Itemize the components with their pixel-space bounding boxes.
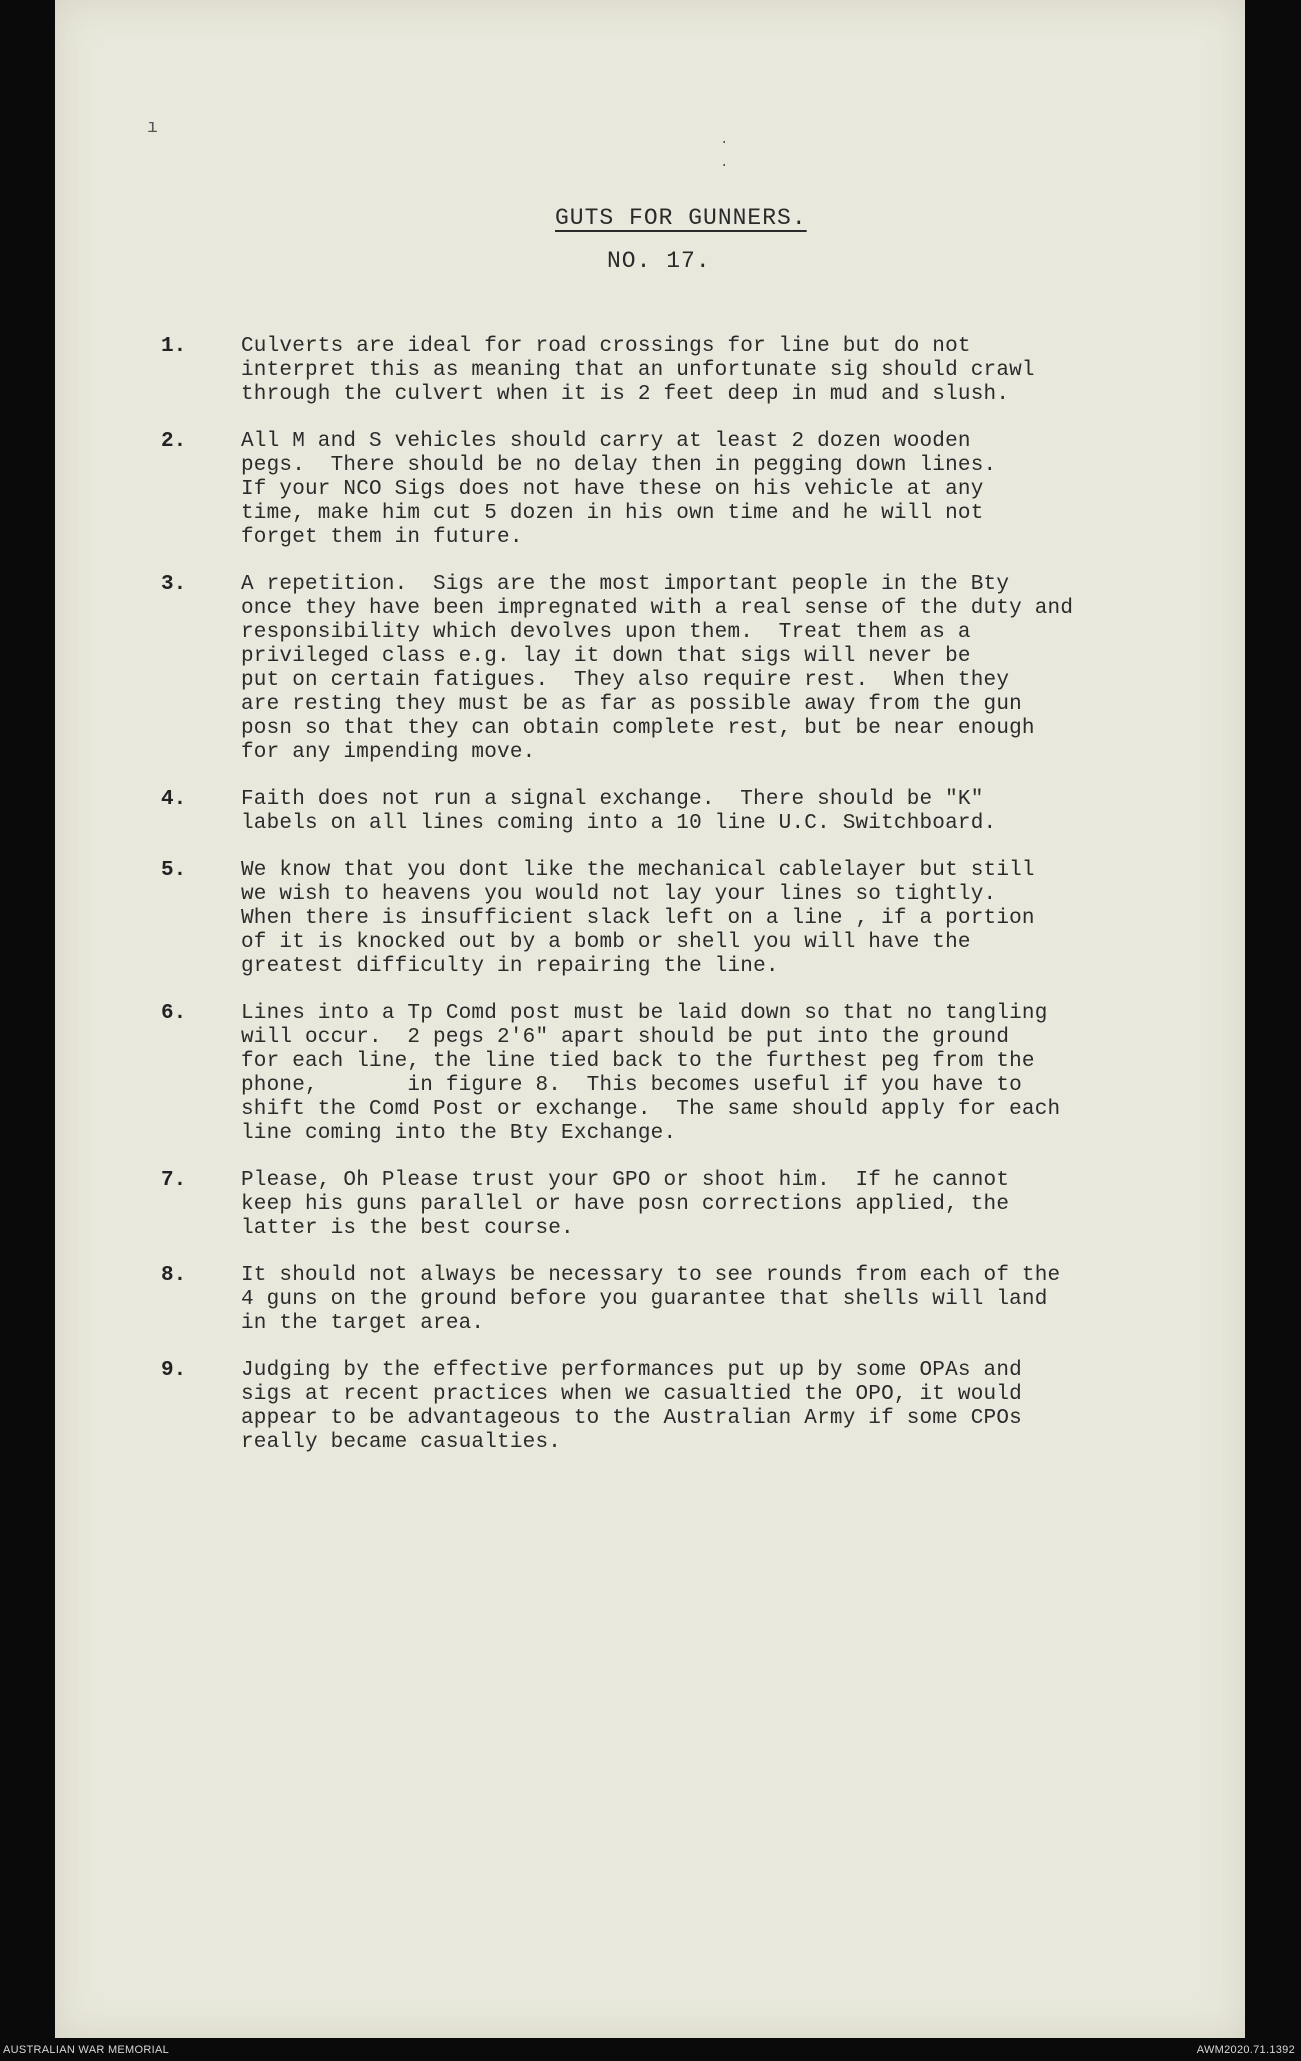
item-number: 8.: [161, 1264, 187, 1287]
dot-mark: ·: [720, 135, 729, 151]
list-item: [161, 1169, 1241, 1241]
item-number: 3.: [161, 573, 187, 596]
document-number: NO. 17.: [607, 248, 711, 274]
item-number: 2.: [161, 430, 187, 453]
item-number: 6.: [161, 1002, 187, 1025]
item-text: A repetition. Sigs are the most important people in the Bty once they have been impregnated with a real sense of the duty and responsibility which devolves upon them. Treat them as a privileged class e.g. lay it down that sigs will never be put on certain fatigues. They also require rest. When they are resting they must be as far as possible away from the gun posn so that they can obtain complete rest, but be near enough for any impending move.: [241, 573, 1074, 764]
item-text: Faith does not run a signal exchange. There should be "K" labels on all lines coming into a 10 line U.C. Switchboard.: [241, 788, 997, 835]
item-text: We know that you dont like the mechanical cablelayer but still we wish to heavens you would not lay your lines so tightly. When there is insufficient slack left on a line , if a portion of it is knocked out by a bomb or shell you will have the greatest difficulty in repairing the line.: [241, 859, 1035, 978]
footer-credit: AUSTRALIAN WAR MEMORIAL: [3, 2044, 170, 2056]
footer-accession-number: AWM2020.71.1392: [1196, 2044, 1295, 2056]
item-number: 7.: [161, 1169, 187, 1192]
list-item: [161, 335, 1241, 407]
item-text: Please, Oh Please trust your GPO or shoot him. If he cannot keep his guns parallel or have posn corrections applied, the latter is the best course.: [241, 1169, 1010, 1240]
list-item: [161, 859, 1241, 979]
list-item: [161, 430, 1241, 550]
item-text: It should not always be necessary to see rounds from each of the 4 guns on the ground before you guarantee that shells will land in the target area.: [241, 1264, 1061, 1335]
dot-mark: ·: [720, 158, 729, 174]
item-number: 9.: [161, 1359, 187, 1382]
item-text: Culverts are ideal for road crossings for line but do not interpret this as meaning that an unfortunate sig should crawl through the culvert when it is 2 feet deep in mud and slush.: [241, 335, 1035, 406]
list-item: [161, 573, 1241, 765]
item-number: 1.: [161, 335, 187, 358]
list-item: [161, 1002, 1241, 1146]
item-text: All M and S vehicles should carry at least 2 dozen wooden pegs. There should be no delay then in pegging down lines. If your NCO Sigs does not have these on his vehicle at any time, make him cut 5 dozen in his own time and he will not forget them in future.: [241, 430, 997, 549]
item-list: [161, 335, 1241, 1478]
item-text: Judging by the effective performances put up by some OPAs and sigs at recent practices when we casualtied the OPO, it would appear to be advantageous to the Australian Army if some CPOs really became casualties.: [241, 1359, 1022, 1454]
item-number: 5.: [161, 859, 187, 882]
item-text: Lines into a Tp Comd post must be laid down so that no tangling will occur. 2 pegs 2'6" apart should be put into the ground for each line, the line tied back to the furthest peg from the phone, in figure 8. This becomes useful if you have to shift the Comd Post or exchange. The same should apply for each line coming into the Bty Exchange.: [241, 1002, 1061, 1145]
list-item: [161, 1264, 1241, 1336]
document-page: [55, 0, 1245, 2038]
margin-mark: ı: [147, 118, 158, 138]
document-title: GUTS FOR GUNNERS.: [555, 205, 807, 231]
list-item: [161, 788, 1241, 836]
list-item: [161, 1359, 1241, 1455]
item-number: 4.: [161, 788, 187, 811]
